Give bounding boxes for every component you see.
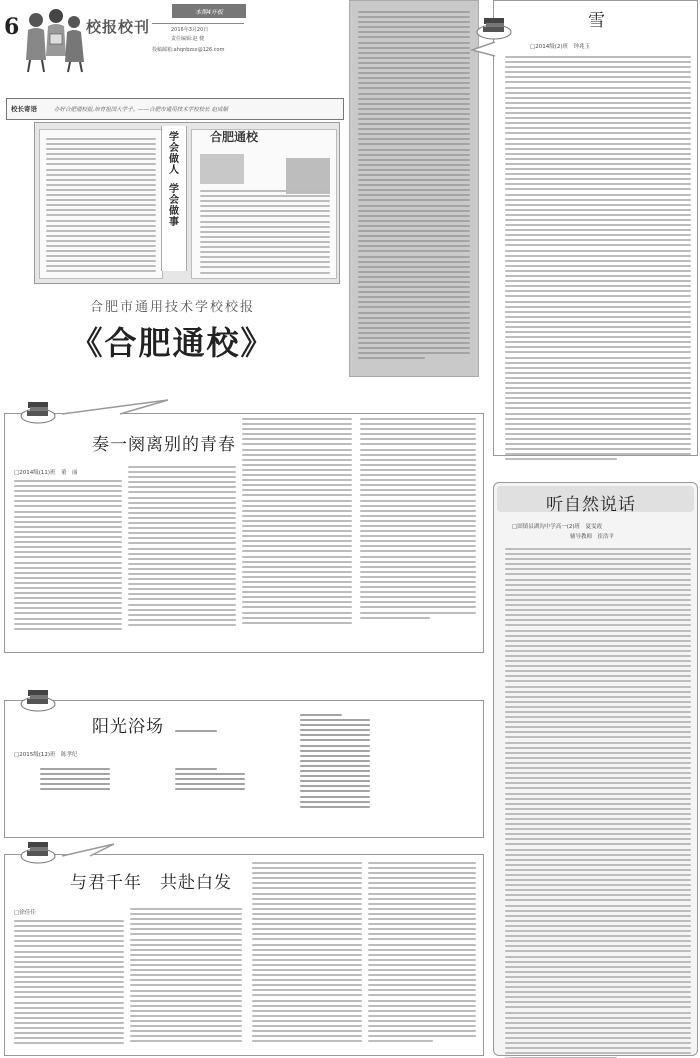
article-byline: □2014级(2)班 钟兆玉 xyxy=(530,44,590,50)
calligraphy-char: 做 xyxy=(169,206,179,217)
header-rule xyxy=(152,23,244,24)
article-column-4 xyxy=(360,418,476,622)
article-title: 与君千年 共赴白发 xyxy=(70,873,232,893)
article-column-3 xyxy=(242,418,352,627)
issue-ribbon: 本期4开板 xyxy=(172,4,246,18)
poem-stanza-2 xyxy=(175,730,245,735)
book-badge-icon xyxy=(20,398,56,424)
speech-tail-icon xyxy=(470,40,496,60)
paper-name: 《合肥通校》 xyxy=(70,324,275,362)
calligraphy-char: 会 xyxy=(169,195,179,206)
intro-column xyxy=(349,0,479,377)
newspaper-back-page xyxy=(39,129,163,279)
calligraphy-char: 事 xyxy=(169,217,179,228)
article-column-2 xyxy=(128,466,236,629)
article-column-4 xyxy=(368,862,476,1045)
newspaper-front-page xyxy=(191,129,337,279)
calligraphy-char: 人 xyxy=(169,165,179,176)
newspaper-masthead: 合肥通校 xyxy=(210,130,259,144)
article-title: 奏一阕离别的青春 xyxy=(92,435,236,455)
calligraphy-char: 做 xyxy=(169,154,179,165)
article-column-2 xyxy=(130,908,242,1046)
header-students-illustration xyxy=(14,4,92,74)
article-column-3 xyxy=(252,862,362,1045)
article-byline: □固镇县湖沟中学高一(2)班 夏雯霞 xyxy=(512,524,602,530)
editor-credit: 责任编辑:赵 健 xyxy=(171,36,205,42)
article-title: 听自然说话 xyxy=(546,495,636,515)
newspaper-photo xyxy=(34,122,340,284)
article-advisor: 辅导教师 崔浩平 xyxy=(570,534,615,540)
speech-tail-icon xyxy=(60,842,116,858)
article-column-1 xyxy=(14,920,124,1047)
book-badge-icon xyxy=(476,14,512,40)
article-body xyxy=(505,56,691,464)
speech-tail-icon xyxy=(60,398,170,416)
article-column-1 xyxy=(14,480,122,633)
calligraphy-motto xyxy=(161,126,187,271)
inscription-text: 办好合肥通校报,培育祖国大学子。——合肥市通用技术学校校长 赵成顺 xyxy=(54,107,228,113)
calligraphy-char: 学 xyxy=(169,184,179,195)
poem-stanza-4 xyxy=(300,714,370,811)
article-byline: □徐佳佳 xyxy=(14,910,36,916)
poem-stanza-1 xyxy=(40,768,110,793)
book-badge-icon xyxy=(20,686,56,712)
article-title: 阳光浴场 xyxy=(92,717,164,737)
article-byline: □2015级(12)班 陈孝纪 xyxy=(14,752,78,758)
article-body xyxy=(505,548,691,1058)
inscription-label: 校长寄语 xyxy=(11,105,37,113)
poem-stanza-3 xyxy=(175,768,245,793)
school-name: 合肥市通用技术学校校报 xyxy=(89,300,255,315)
article-title: 雪 xyxy=(588,11,606,31)
page-number: 6 xyxy=(4,14,20,40)
calligraphy-char: 学 xyxy=(169,132,179,143)
submission-email: 投稿邮箱:ahqnbzsx@126.com xyxy=(152,47,225,53)
issue-date: 2016年3月20日 xyxy=(171,27,209,33)
book-badge-icon xyxy=(20,838,56,864)
calligraphy-char: 会 xyxy=(169,143,179,154)
article-byline: □2014级(11)班 董 丽 xyxy=(14,470,78,476)
section-title: 校报校刊 xyxy=(86,18,151,36)
